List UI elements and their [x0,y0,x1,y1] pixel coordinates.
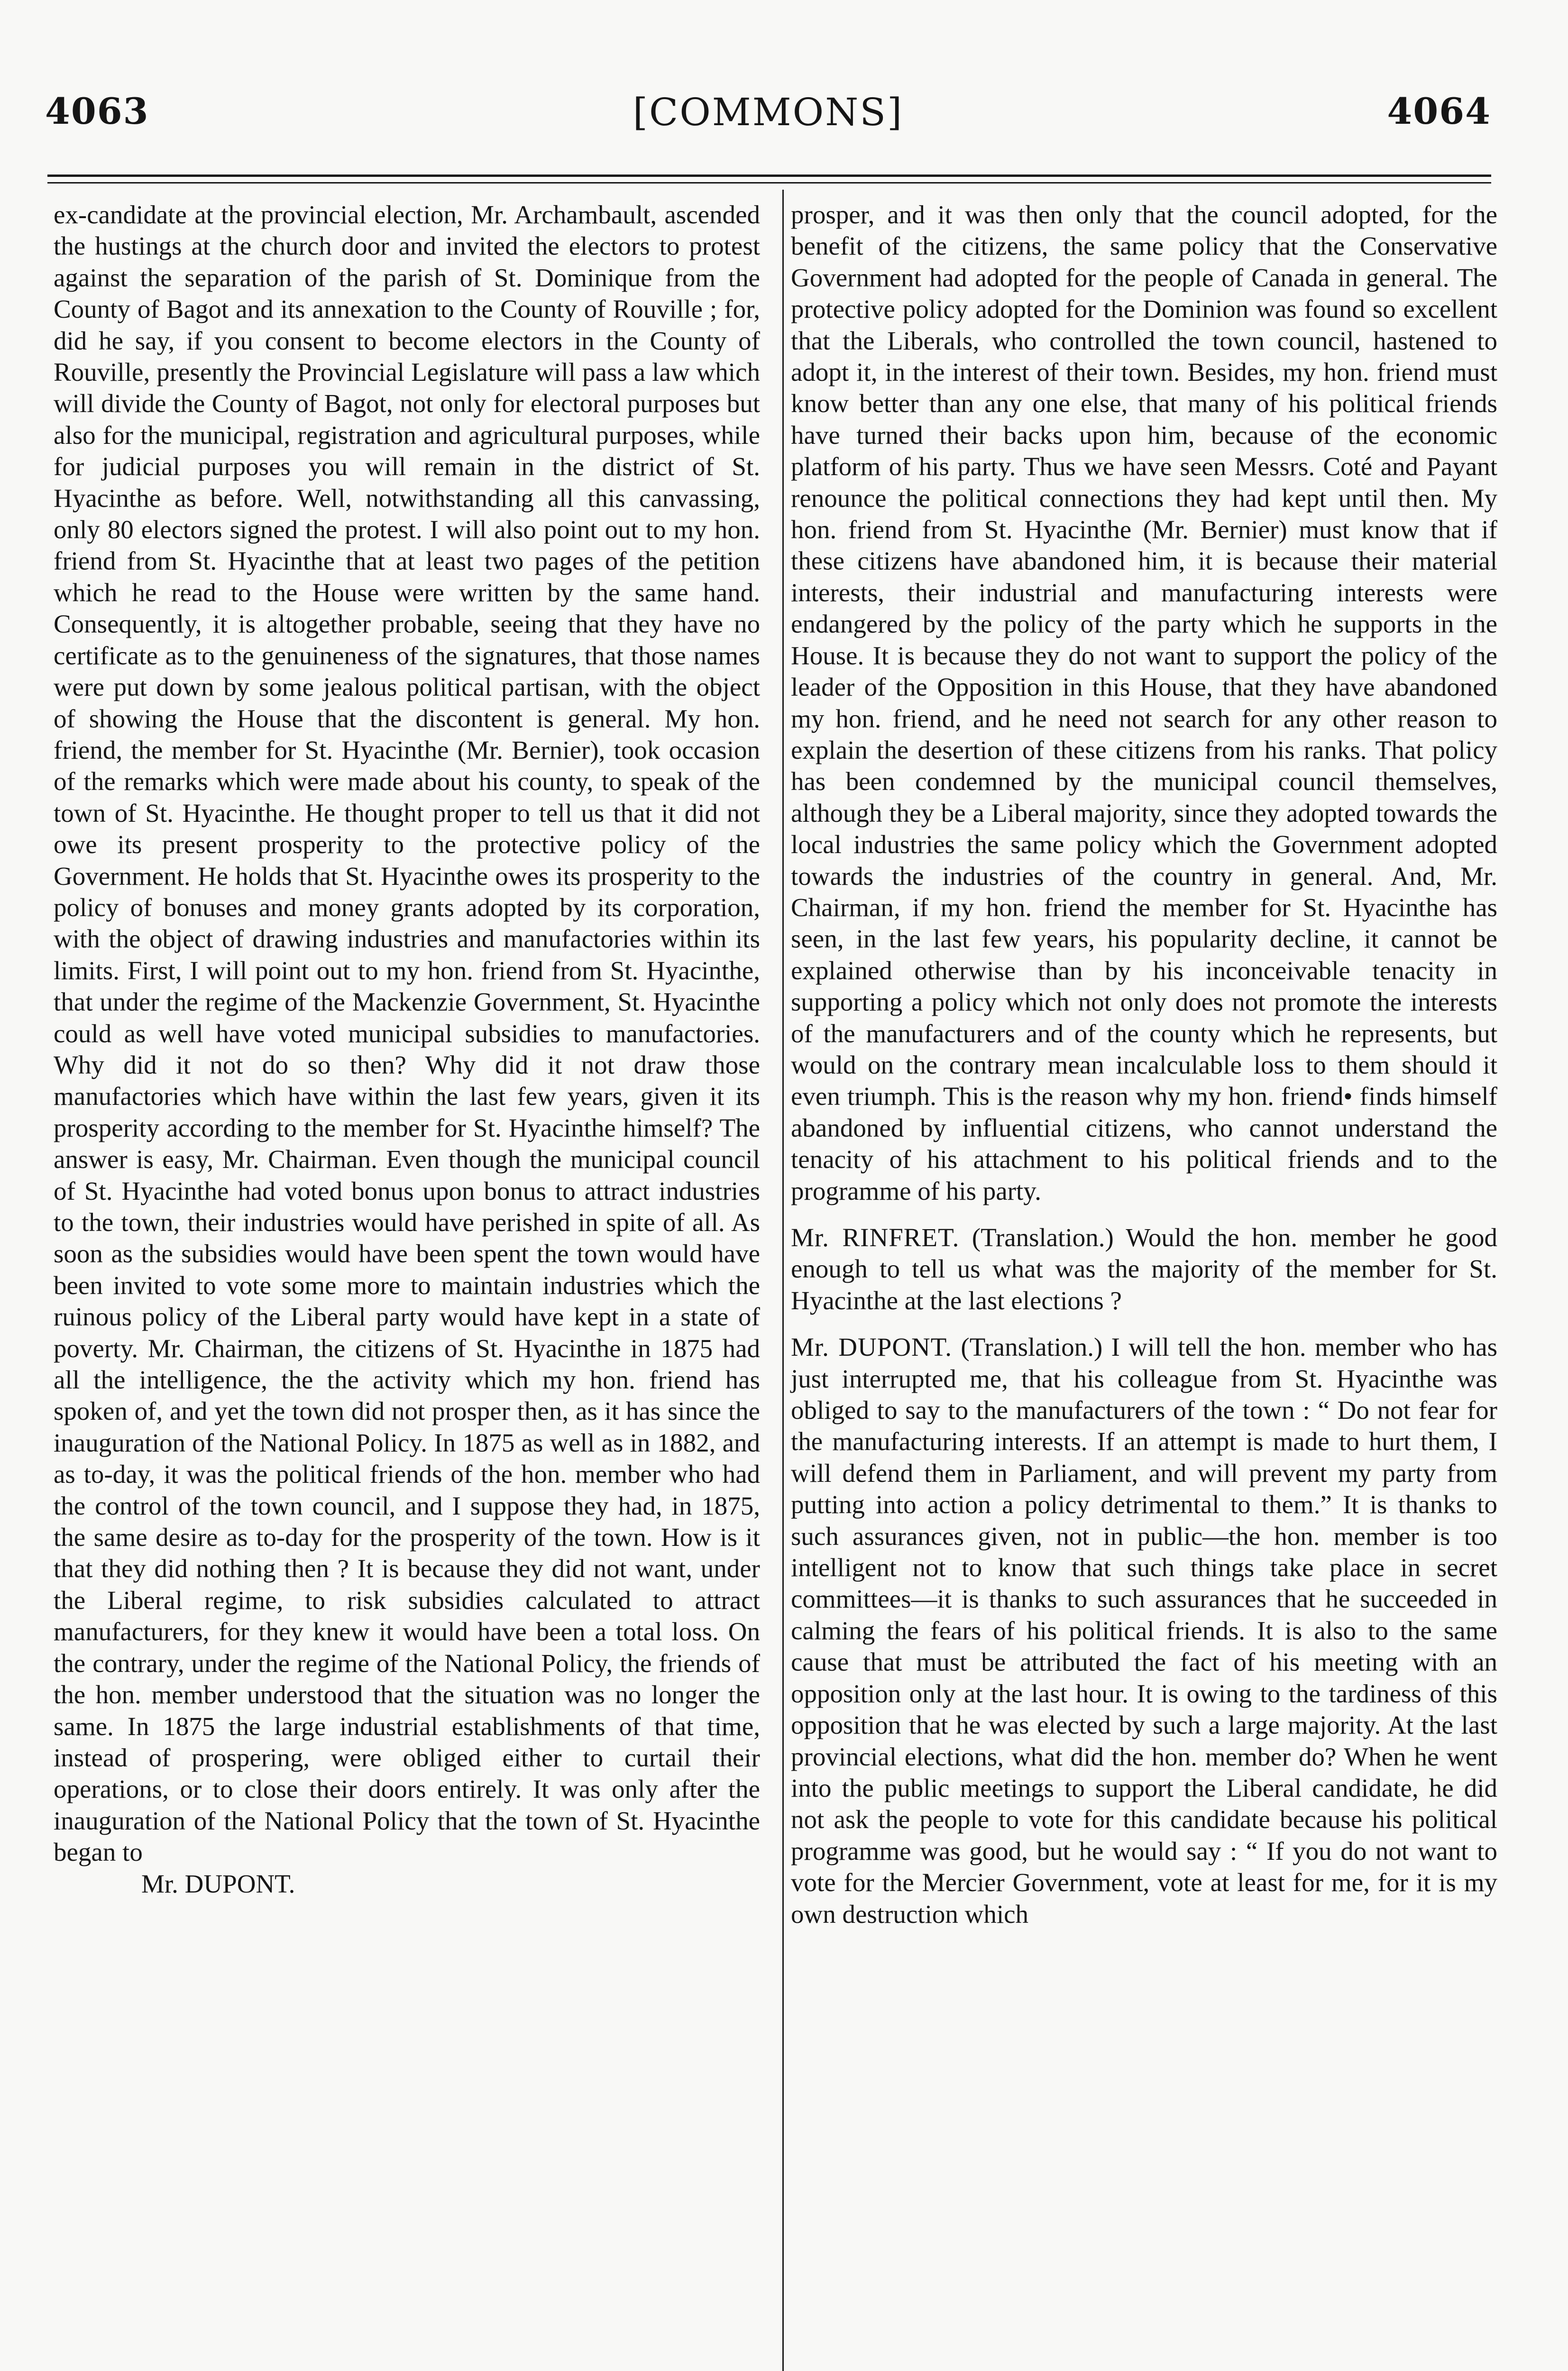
page-header [45,90,1491,142]
speaker-name: Mr. DUPONT. [791,1333,953,1362]
header-rule-thick [47,175,1491,177]
column-divider [782,190,784,2371]
speaker-name: Mr. RINFRET. [791,1223,960,1252]
left-column [54,199,760,1900]
speech-dupont [791,1332,1497,1930]
speech-rinfret [791,1222,1497,1316]
right-column-paragraph: prosper, and it was then only that the council adopted, for the benefit of the citizens, the same policy that the Conservative Government had adopted for the people of Canada in general. The protective policy adopted for the Dominion was found so excellent that the Liberals, who controlled the town council, hastened to adopt it, in the interest of their town. Besides, my hon. friend must know better than any one else, that many of his political friends have turned their backs upon him, because of the economic platform of his party. Thus we have seen Messrs. Coté and Payant renounce the political connections they had kept until then. My hon. friend from St. Hyacinthe (Mr. Bernier) must know that if these citizens have abandoned him, it is because their material interests, their industrial and manufacturing interests were endangered by the policy of the party which he supports in the House. It is because they do not want to support the policy of the leader of the Opposition in this House, that they have abandoned my hon. friend, and he need not search for any other reason to explain the desertion of these citizens from his ranks. That policy has been condemned by the municipal council themselves, although they be a Liberal majority, since they adopted towards the local industries the same policy which the Government adopted towards the industries of the country in general. And, Mr. Chairman, if my hon. friend the member for St. Hyacinthe has seen, in the last few years, his popularity decline, it cannot be explained otherwise than by his inconceivable tenacity in supporting a policy which not only does not promote the interests of the manufacturers and of the county which he represents, but would on the contrary mean incalculable loss to them should it even triumph. This is the reason why my hon. friend• finds himself abandoned by influential citizens, who cannot understand the tenacity of his attachment to his political friends and to the programme of his party. [791,200,1497,1205]
left-column-body: ex-candidate at the provincial election, Mr. Archambault, ascended the hustings at the church door and invited the electors to protest against the separation of the parish of St. Dominique from the County of Bagot and its annexation to the County of Rouville ; for, did he say, if you consent to become electors in the County of Rouville, presently the Provincial Legislature will pass a law which will divide the County of Bagot, not only for electoral purposes but also for the municipal, registration and agricultural purposes, while for judicial purposes you will remain in the district of St. Hyacinthe as before. Well, notwithstanding all this canvassing, only 80 electors signed the protest. I will also point out to my hon. friend from St. Hyacinthe that at least two pages of the petition which he read to the House were written by the same hand. Consequently, it is altogether probable, seeing that they have no certificate as to the genuineness of the signatures, that those names were put down by some jealous political partisan, with the object of showing the House that the discontent is general. My hon. friend, the member for St. Hyacinthe (Mr. Bernier), took occasion of the remarks which were made about his county, to speak of the town of St. Hyacinthe. He thought proper to tell us that it did not owe its present prosperity to the protective policy of the Government. He holds that St. Hyacinthe owes its prosperity to the policy of bonuses and money grants adopted by its corporation, with the object of drawing industries and manufactories within its limits. First, I will point out to my hon. friend from St. Hyacinthe, that under the regime of the Mackenzie Government, St. Hyacinthe could as well have voted municipal subsidies to manufactories. Why did it not do so then? Why did it not draw those manufactories which have within the last few years, given it its prosperity according to the member for St. Hyacinthe himself? The answer is easy, Mr. Chairman. Even though the municipal council of St. Hyacinthe had voted bonus upon bonus to attract industries to the town, their industries would have perished in spite of all. As soon as the subsidies would have been spent the town would have been invited to vote some more to maintain industries which the ruinous policy of the Liberal party would have kept in a state of poverty. Mr. Chairman, the citizens of St. Hyacinthe in 1875 had all the intelligence, the the activity which my hon. friend has spoken of, and yet the town did not prosper then, as it has since the inauguration of the National Policy. In 1875 as well as in 1882, and as to-day, it was the political friends of the hon. member who had the control of the town council, and I suppose they had, in 1875, the same desire as to-day for the prosperity of the town. How is it that they did nothing then ? It is because they did not want, under the Liberal regime, to risk subsidies calculated to attract manufacturers, for they knew it would have been a total loss. On the contrary, under the regime of the National Policy, the friends of the hon. member understood that the situation was no longer the same. In 1875 the large industrial establishments of that time, instead of prospering, were obliged either to curtail their operations, or to close their doors entirely. It was only after the inauguration of the National Policy that the town of St. Hyacinthe began to [54,200,760,1867]
running-title: [COMMONS] [633,90,904,134]
speech-text: (Translation.) Would the hon. member he good enough to tell us what was the majority of the member for St. Hyacinthe at the last elections ? [791,1223,1497,1315]
header-rule-thin [47,182,1491,184]
page-number-left: 4063 [45,90,149,132]
right-column [791,199,1497,1930]
speaker-signoff [54,1868,760,1900]
page-number-right: 4064 [1387,90,1491,132]
signoff-text: Mr. DUPONT. [141,1869,295,1898]
speech-text: (Translation.) I will tell the hon. member who has just interrupted me, that his colleague from St. Hyacinthe was obliged to say to the manufacturers of the town : “ Do not fear for the manufacturing interests. If an attempt is made to hurt them, I will defend them in Parliament, and will prevent my party from putting into action a policy detrimental to them.” It is thanks to such assurances given, not in public—the hon. member is too intelligent not to know that such things take place in secret committees—it is thanks to such assurances that he succeeded in calming the fears of his political friends. It is also to the same cause that must be attributed the fact of his meeting with an opposition only at the last hour. It is owing to the tardiness of this opposition that he was elected by such a large majority. At the last provincial elections, what did the hon. member do? When he went into the public meetings to support the Liberal candidate, he did not ask the people to vote for this candidate because his political programme was good, but he would say : “ If you do not want to vote for the Mercier Government, vote at least for me, for it is my own destruction which [791,1333,1497,1929]
